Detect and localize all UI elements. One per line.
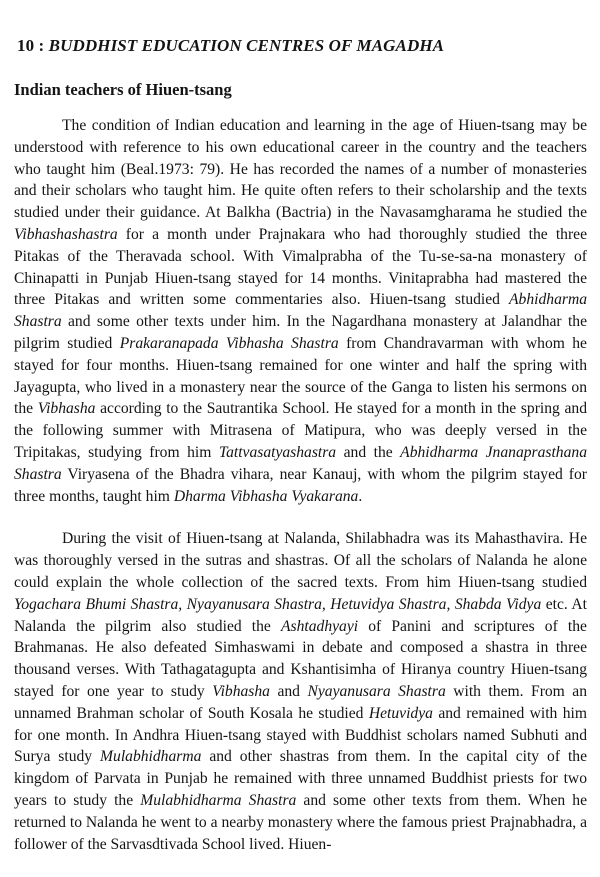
italic-text-title: Vibhasha — [37, 400, 96, 418]
text-run: During the visit of Hiuen-tsang at Nalanda, Shilabhadra was its Mahasthavira. He was thoroughly versed in the sutras and shastras. Of all the scholars of Nalanda he alone could explain the whole collection of the sacred texts. From him Hiuen-tsang studied — [14, 530, 587, 591]
italic-text-title: Mulabhidharma Shastra — [140, 791, 297, 809]
text-run: Viryasena of the Bhadra vihara, near Kanauj, with whom the pilgrim stayed for three months, taught him — [14, 465, 587, 505]
text-run: from Chandravarman with whom he stayed for four months. Hiuen-tsang remained for one winter and half the spring with Jayagupta, who lived in a monastery near the source of the Ganga to listen his sermons on the — [14, 334, 587, 418]
running-title: BUDDHIST EDUCATION CENTRES OF MAGADHA — [48, 36, 445, 55]
text-run: etc. At Nalanda the pilgrim also studied the — [14, 595, 587, 635]
running-header — [17, 36, 444, 56]
italic-text-title: Ashtadhyayi — [281, 617, 359, 635]
italic-text-title: Prakaranapada Vibhasha Shastra — [119, 334, 339, 352]
italic-text-title: Vibhasha — [212, 682, 270, 700]
paragraph — [14, 115, 587, 507]
body-text — [14, 115, 587, 855]
italic-text-title: Vibhashashastra — [14, 225, 118, 243]
italic-text-title: Yogachara Bhumi Shastra, Nyayanusara Shastra, Hetuvidya Shastra, Shabda Vidya — [14, 595, 542, 613]
italic-text-title: Tattvasatyashastra — [218, 443, 337, 461]
text-run: and remained with him for one month. In Andhra Hiuen-tsang stayed with Buddhist scholars named Subhuti and Surya study — [14, 704, 587, 766]
text-run: for a month under Prajnakara who had thoroughly studied the three Pitakas of the Theravada school. With Vimalprabha of the Tu-se-sa-na monastery of Chinapatti in Punjab Hiuen-tsang stayed for 14 months. Vinitaprabha had mastered the three Pitakas and written some commentaries also. Hiuen-tsang studied — [14, 225, 587, 309]
text-run: and the — [336, 443, 401, 461]
text-run: and other shastras from them. In the capital city of the kingdom of Parvata in Punjab he remained with three unnamed Buddhist priests for two years to study the — [14, 748, 587, 809]
section-heading: Indian teachers of Hiuen-tsang — [14, 80, 232, 99]
italic-text-title: Hetuvidya — [368, 704, 433, 722]
text-run: of Panini and scriptures of the Brahmanas. He also defeated Simhaswami in debate and composed a shastra in three thousand verses. With Tathagatagupta and Kshantisimha of Hiranya country Hiuen-tsang stayed for one year to study — [14, 617, 587, 700]
text-run: . — [358, 487, 363, 505]
page-number: 10 : — [17, 36, 45, 55]
italic-text-title: Dharma Vibhasha Vyakarana — [173, 487, 359, 505]
italic-text-title: Nyayanusara Shastra — [307, 682, 446, 700]
text-run: according to the Sautrantika School. He stayed for a month in the spring and the following summer with Mitrasena of Matipura, who was deeply versed in the Tripitakas, studying from him — [14, 400, 588, 461]
paragraph — [14, 528, 587, 855]
text-run: and some other texts under him. In the Nagardhana monastery at Jalandhar the pilgrim studied — [14, 313, 587, 352]
italic-text-title: Mulabhidharma — [100, 748, 202, 766]
text-run: and some other texts from them. When he returned to Nalanda he went to a nearby monastery where the famous priest Prajnabhadra, a follower of the Sarvasdtivada School lived. Hiuen- — [14, 791, 587, 853]
text-run: The condition of Indian education and learning in the age of Hiuen-tsang may be understood with reference to his own educational career in the country and the teachers who taught him (Beal.1973: 79). He has recorded the names of a number of monasteries and their scholars who taught him. He quite often refers to their scholarship and the texts studied under their guidance. At Balkha (Bactria) in the Navasamgharama he studied the — [14, 117, 587, 222]
text-run: with them. From an unnamed Brahman scholar of South Kosala he studied — [14, 682, 588, 722]
italic-text-title: Abhidharma Jnanaprasthana Shastra — [14, 443, 587, 483]
italic-text-title: Abhidharma Shastra — [14, 291, 587, 331]
text-run: and — [269, 682, 308, 700]
